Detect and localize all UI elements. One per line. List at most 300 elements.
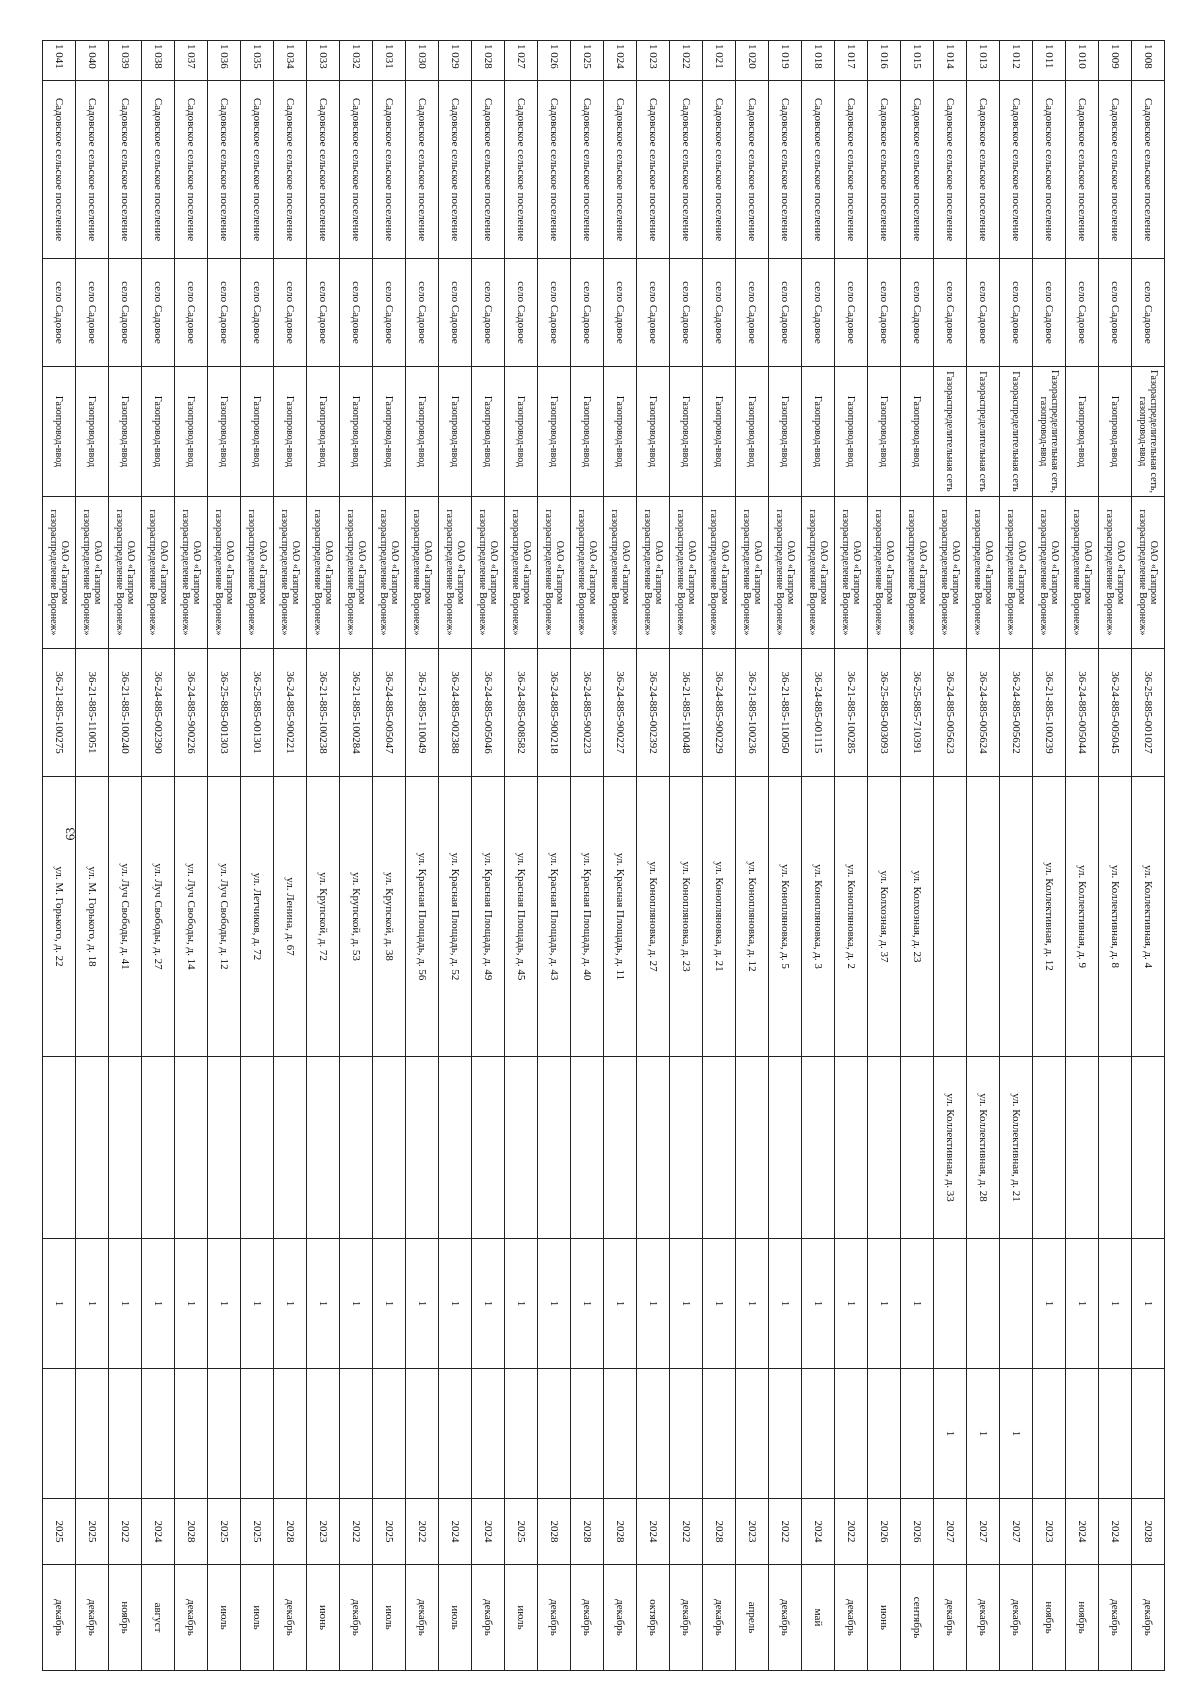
quantity-cell: 1 [868,1239,901,1369]
object-type-cell: Газопровод-ввод [769,367,802,497]
quantity-secondary-cell: 1 [934,1369,967,1499]
year-cell: 2024 [439,1499,472,1565]
settlement-cell: Садовское сельское поселение [142,81,175,259]
year-cell: 2025 [505,1499,538,1565]
object-type-cell: Газораспределительная сеть, газопровод-ввод [1132,367,1165,497]
year-cell: 2025 [373,1499,406,1565]
month-cell: декабрь [1000,1565,1033,1671]
year-cell: 2028 [274,1499,307,1565]
object-type-cell: Газопровод-ввод [736,367,769,497]
year-cell: 2023 [1033,1499,1066,1565]
address-cell: ул. Конопляновка, д. 3 [802,777,835,1057]
address-cell: ул. Конопляновка, д. 23 [670,777,703,1057]
quantity-secondary-cell [505,1369,538,1499]
owner-cell: ОАО «Газпром газораспределение Воронеж» [406,497,439,649]
quantity-secondary-cell [769,1369,802,1499]
table-row [1099,41,1132,1671]
address-secondary-cell [406,1057,439,1239]
row-number: 1 021 [703,41,736,81]
object-code-cell: 36-21-885-100236 [736,649,769,777]
object-type-cell: Газопровод-ввод [901,367,934,497]
table-row [109,41,142,1671]
table-row [538,41,571,1671]
object-code-cell: 36-24-885-001115 [802,649,835,777]
year-cell: 2024 [472,1499,505,1565]
quantity-cell: 1 [505,1239,538,1369]
owner-cell: ОАО «Газпром газораспределение Воронеж» [505,497,538,649]
address-cell: ул. М. Горького, д. 22 [43,777,76,1057]
address-cell: ул. Конопляновка, д. 27 [637,777,670,1057]
address-secondary-cell [340,1057,373,1239]
object-type-cell: Газопровод-ввод [637,367,670,497]
owner-cell: ОАО «Газпром газораспределение Воронеж» [901,497,934,649]
object-type-cell: Газопровод-ввод [604,367,637,497]
owner-cell: ОАО «Газпром газораспределение Воронеж» [604,497,637,649]
address-secondary-cell [142,1057,175,1239]
locality-cell: село Садовое [472,259,505,367]
month-cell: декабрь [967,1565,1000,1671]
object-type-cell: Газопровод-ввод [1099,367,1132,497]
row-number: 1 037 [175,41,208,81]
quantity-secondary-cell [307,1369,340,1499]
quantity-cell: 1 [109,1239,142,1369]
table-row [769,41,802,1671]
quantity-cell: 1 [802,1239,835,1369]
address-secondary-cell [637,1057,670,1239]
quantity-cell: 1 [307,1239,340,1369]
object-type-cell: Газопровод-ввод [307,367,340,497]
year-cell: 2027 [1000,1499,1033,1565]
row-number: 1 038 [142,41,175,81]
address-cell: ул. М. Горького, д. 18 [76,777,109,1057]
address-cell: ул. Коллективная, д. 4 [1132,777,1165,1057]
owner-cell: ОАО «Газпром газораспределение Воронеж» [241,497,274,649]
month-cell: декабрь [1099,1565,1132,1671]
quantity-cell: 1 [439,1239,472,1369]
object-type-cell: Газопровод-ввод [373,367,406,497]
year-cell: 2022 [835,1499,868,1565]
address-cell: ул. Луч Свободы, д. 41 [109,777,142,1057]
quantity-cell: 1 [637,1239,670,1369]
address-secondary-cell: ул. Коллективная, д. 21 [1000,1057,1033,1239]
object-code-cell: 36-24-885-005622 [1000,649,1033,777]
quantity-secondary-cell [637,1369,670,1499]
object-code-cell: 36-25-885-001301 [241,649,274,777]
table-row [142,41,175,1671]
row-number: 1 034 [274,41,307,81]
year-cell: 2026 [868,1499,901,1565]
settlement-cell: Садовское сельское поселение [736,81,769,259]
address-cell: ул. Конопляновка, д. 21 [703,777,736,1057]
settlement-cell: Садовское сельское поселение [373,81,406,259]
year-cell: 2023 [736,1499,769,1565]
row-number: 1 027 [505,41,538,81]
table-row [703,41,736,1671]
row-number: 1 016 [868,41,901,81]
object-type-cell: Газопровод-ввод [406,367,439,497]
owner-cell: ОАО «Газпром газораспределение Воронеж» [736,497,769,649]
address-cell: ул. Коллективная, д. 8 [1099,777,1132,1057]
quantity-secondary-cell: 1 [1000,1369,1033,1499]
row-number: 1 017 [835,41,868,81]
owner-cell: ОАО «Газпром газораспределение Воронеж» [769,497,802,649]
year-cell: 2025 [208,1499,241,1565]
settlement-cell: Садовское сельское поселение [637,81,670,259]
address-cell [934,777,967,1057]
object-type-cell: Газопровод-ввод [472,367,505,497]
settlement-cell: Садовское сельское поселение [43,81,76,259]
owner-cell: ОАО «Газпром газораспределение Воронеж» [43,497,76,649]
row-number: 1 015 [901,41,934,81]
year-cell: 2024 [802,1499,835,1565]
quantity-secondary-cell [439,1369,472,1499]
address-secondary-cell [76,1057,109,1239]
locality-cell: село Садовое [571,259,604,367]
table-row [802,41,835,1671]
quantity-secondary-cell [1066,1369,1099,1499]
locality-cell: село Садовое [967,259,1000,367]
settlement-cell: Садовское сельское поселение [241,81,274,259]
owner-cell: ОАО «Газпром газораспределение Воронеж» [208,497,241,649]
settlement-cell: Садовское сельское поселение [274,81,307,259]
row-number: 1 022 [670,41,703,81]
settlement-cell: Садовское сельское поселение [868,81,901,259]
month-cell: декабрь [175,1565,208,1671]
quantity-secondary-cell [43,1369,76,1499]
table-row [43,41,76,1671]
table-row [571,41,604,1671]
object-code-cell: 36-21-885-110048 [670,649,703,777]
settlement-cell: Садовское сельское поселение [1099,81,1132,259]
address-secondary-cell [604,1057,637,1239]
locality-cell: село Садовое [439,259,472,367]
owner-cell: ОАО «Газпром газораспределение Воронеж» [307,497,340,649]
month-cell: декабрь [670,1565,703,1671]
locality-cell: село Садовое [340,259,373,367]
row-number: 1 018 [802,41,835,81]
quantity-cell: 1 [1066,1239,1099,1369]
address-cell: ул. Летчиков, д. 72 [241,777,274,1057]
table-row [604,41,637,1671]
settlement-cell: Садовское сельское поселение [604,81,637,259]
row-number: 1 036 [208,41,241,81]
year-cell: 2028 [1132,1499,1165,1565]
address-secondary-cell [736,1057,769,1239]
settlement-cell: Садовское сельское поселение [406,81,439,259]
object-code-cell: 36-24-885-005044 [1066,649,1099,777]
settlement-cell: Садовское сельское поселение [934,81,967,259]
object-code-cell: 36-24-885-002388 [439,649,472,777]
table-row [901,41,934,1671]
table-row [406,41,439,1671]
address-secondary-cell [472,1057,505,1239]
address-cell: ул. Крупской, д. 72 [307,777,340,1057]
object-code-cell: 36-24-885-005045 [1099,649,1132,777]
table-row [241,41,274,1671]
object-code-cell: 36-25-885-001303 [208,649,241,777]
quantity-cell: 1 [901,1239,934,1369]
quantity-secondary-cell [109,1369,142,1499]
object-code-cell: 36-21-885-110050 [769,649,802,777]
locality-cell: село Садовое [1066,259,1099,367]
row-number: 1 029 [439,41,472,81]
owner-cell: ОАО «Газпром газораспределение Воронеж» [1132,497,1165,649]
owner-cell: ОАО «Газпром газораспределение Воронеж» [868,497,901,649]
address-cell: ул. Колхозная, д. 23 [901,777,934,1057]
object-type-cell: Газопровод-ввод [439,367,472,497]
object-type-cell: Газопровод-ввод [802,367,835,497]
object-type-cell: Газопровод-ввод [109,367,142,497]
month-cell: июнь [307,1565,340,1671]
owner-cell: ОАО «Газпром газораспределение Воронеж» [802,497,835,649]
quantity-cell: 1 [1033,1239,1066,1369]
gas-network-table [42,40,1165,1671]
quantity-secondary-cell [406,1369,439,1499]
quantity-secondary-cell [142,1369,175,1499]
row-number: 1 010 [1066,41,1099,81]
month-cell: декабрь [571,1565,604,1671]
year-cell: 2022 [109,1499,142,1565]
settlement-cell: Садовское сельское поселение [307,81,340,259]
address-secondary-cell [901,1057,934,1239]
quantity-secondary-cell [703,1369,736,1499]
page-number: 63 [62,827,78,841]
month-cell: июнь [868,1565,901,1671]
quantity-cell [967,1239,1000,1369]
address-secondary-cell [670,1057,703,1239]
year-cell: 2022 [406,1499,439,1565]
quantity-cell: 1 [604,1239,637,1369]
row-number: 1 030 [406,41,439,81]
year-cell: 2022 [670,1499,703,1565]
month-cell: август [142,1565,175,1671]
settlement-cell: Садовское сельское поселение [1000,81,1033,259]
year-cell: 2028 [703,1499,736,1565]
year-cell: 2024 [142,1499,175,1565]
address-secondary-cell [835,1057,868,1239]
owner-cell: ОАО «Газпром газораспределение Воронеж» [340,497,373,649]
year-cell: 2028 [175,1499,208,1565]
object-code-cell: 36-21-885-100239 [1033,649,1066,777]
object-type-cell: Газораспределительная сеть [967,367,1000,497]
table-row [505,41,538,1671]
owner-cell: ОАО «Газпром газораспределение Воронеж» [670,497,703,649]
table-row [274,41,307,1671]
address-secondary-cell [802,1057,835,1239]
object-code-cell: 36-24-885-900221 [274,649,307,777]
locality-cell: село Садовое [175,259,208,367]
address-secondary-cell [1033,1057,1066,1239]
locality-cell: село Садовое [1132,259,1165,367]
object-type-cell: Газораспределительная сеть [934,367,967,497]
object-type-cell: Газопровод-ввод [274,367,307,497]
address-secondary-cell [769,1057,802,1239]
row-number: 1 041 [43,41,76,81]
address-cell: ул. Крупской, д. 53 [340,777,373,1057]
object-code-cell: 36-21-885-100240 [109,649,142,777]
year-cell: 2026 [901,1499,934,1565]
table-row [439,41,472,1671]
object-code-cell: 36-21-885-100238 [307,649,340,777]
quantity-cell: 1 [373,1239,406,1369]
month-cell: декабрь [769,1565,802,1671]
month-cell: декабрь [538,1565,571,1671]
object-code-cell: 36-21-885-110049 [406,649,439,777]
object-code-cell: 36-25-885-001027 [1132,649,1165,777]
quantity-cell: 1 [1099,1239,1132,1369]
year-cell: 2022 [769,1499,802,1565]
object-code-cell: 36-24-885-005623 [934,649,967,777]
quantity-secondary-cell: 1 [967,1369,1000,1499]
month-cell: июль [208,1565,241,1671]
object-type-cell: Газопровод-ввод [241,367,274,497]
table-body [43,41,1165,1671]
month-cell: декабрь [43,1565,76,1671]
quantity-cell: 1 [241,1239,274,1369]
quantity-cell: 1 [76,1239,109,1369]
month-cell: декабрь [274,1565,307,1671]
row-number: 1 012 [1000,41,1033,81]
owner-cell: ОАО «Газпром газораспределение Воронеж» [571,497,604,649]
address-cell [967,777,1000,1057]
year-cell: 2027 [967,1499,1000,1565]
address-secondary-cell [703,1057,736,1239]
row-number: 1 019 [769,41,802,81]
settlement-cell: Садовское сельское поселение [472,81,505,259]
address-cell: ул. Красная Площадь, д. 56 [406,777,439,1057]
locality-cell: село Садовое [769,259,802,367]
month-cell: июль [373,1565,406,1671]
table-row [307,41,340,1671]
table-row [76,41,109,1671]
row-number: 1 008 [1132,41,1165,81]
table-row [175,41,208,1671]
locality-cell: село Садовое [736,259,769,367]
settlement-cell: Садовское сельское поселение [439,81,472,259]
object-type-cell: Газопровод-ввод [142,367,175,497]
address-secondary-cell [1132,1057,1165,1239]
address-secondary-cell [175,1057,208,1239]
address-secondary-cell [439,1057,472,1239]
locality-cell: село Садовое [208,259,241,367]
month-cell: ноябрь [1033,1565,1066,1671]
table-row [1000,41,1033,1671]
address-cell: ул. Красная Площадь, д. 45 [505,777,538,1057]
address-cell: ул. Луч Свободы, д. 14 [175,777,208,1057]
month-cell: июль [505,1565,538,1671]
owner-cell: ОАО «Газпром газораспределение Воронеж» [472,497,505,649]
object-type-cell: Газопровод-ввод [868,367,901,497]
object-code-cell: 36-24-885-900218 [538,649,571,777]
year-cell: 2028 [538,1499,571,1565]
address-secondary-cell [241,1057,274,1239]
object-type-cell: Газопровод-ввод [835,367,868,497]
object-code-cell: 36-21-885-100285 [835,649,868,777]
locality-cell: село Садовое [307,259,340,367]
object-code-cell: 36-25-885-710391 [901,649,934,777]
quantity-cell: 1 [1132,1239,1165,1369]
owner-cell: ОАО «Газпром газораспределение Воронеж» [175,497,208,649]
quantity-secondary-cell [1099,1369,1132,1499]
month-cell: декабрь [472,1565,505,1671]
owner-cell: ОАО «Газпром газораспределение Воронеж» [109,497,142,649]
settlement-cell: Садовское сельское поселение [967,81,1000,259]
settlement-cell: Садовское сельское поселение [835,81,868,259]
owner-cell: ОАО «Газпром газораспределение Воронеж» [142,497,175,649]
address-secondary-cell [43,1057,76,1239]
address-cell: ул. Луч Свободы, д. 12 [208,777,241,1057]
table-row [1033,41,1066,1671]
locality-cell: село Садовое [505,259,538,367]
settlement-cell: Садовское сельское поселение [670,81,703,259]
object-code-cell: 36-21-885-100275 [43,649,76,777]
address-cell [1000,777,1033,1057]
year-cell: 2023 [307,1499,340,1565]
address-secondary-cell [571,1057,604,1239]
object-type-cell: Газопровод-ввод [538,367,571,497]
address-cell: ул. Красная Площадь, д. 52 [439,777,472,1057]
owner-cell: ОАО «Газпром газораспределение Воронеж» [934,497,967,649]
row-number: 1 040 [76,41,109,81]
table-row [670,41,703,1671]
owner-cell: ОАО «Газпром газораспределение Воронеж» [274,497,307,649]
address-secondary-cell [868,1057,901,1239]
owner-cell: ОАО «Газпром газораспределение Воронеж» [703,497,736,649]
address-cell: ул. Конопляновка, д. 5 [769,777,802,1057]
quantity-secondary-cell [472,1369,505,1499]
object-type-cell: Газопровод-ввод [76,367,109,497]
settlement-cell: Садовское сельское поселение [208,81,241,259]
year-cell: 2025 [76,1499,109,1565]
quantity-cell: 1 [175,1239,208,1369]
owner-cell: ОАО «Газпром газораспределение Воронеж» [967,497,1000,649]
address-secondary-cell [307,1057,340,1239]
quantity-secondary-cell [901,1369,934,1499]
quantity-cell [934,1239,967,1369]
object-code-cell: 36-21-885-110051 [76,649,109,777]
quantity-secondary-cell [571,1369,604,1499]
settlement-cell: Садовское сельское поселение [340,81,373,259]
locality-cell: село Садовое [274,259,307,367]
address-cell: ул. Коллективная, д. 12 [1033,777,1066,1057]
object-type-cell: Газопровод-ввод [1066,367,1099,497]
locality-cell: село Садовое [604,259,637,367]
address-secondary-cell [274,1057,307,1239]
quantity-secondary-cell [274,1369,307,1499]
locality-cell: село Садовое [835,259,868,367]
object-type-cell: Газопровод-ввод [670,367,703,497]
settlement-cell: Садовское сельское поселение [703,81,736,259]
year-cell: 2024 [1099,1499,1132,1565]
object-type-cell: Газопровод-ввод [571,367,604,497]
quantity-cell: 1 [703,1239,736,1369]
locality-cell: село Садовое [802,259,835,367]
owner-cell: ОАО «Газпром газораспределение Воронеж» [76,497,109,649]
locality-cell: село Садовое [1033,259,1066,367]
settlement-cell: Садовское сельское поселение [109,81,142,259]
object-code-cell: 36-24-885-005624 [967,649,1000,777]
object-code-cell: 36-25-885-003093 [868,649,901,777]
quantity-cell: 1 [670,1239,703,1369]
table-row [340,41,373,1671]
settlement-cell: Садовское сельское поселение [1033,81,1066,259]
quantity-cell: 1 [142,1239,175,1369]
quantity-secondary-cell [835,1369,868,1499]
quantity-secondary-cell [538,1369,571,1499]
month-cell: декабрь [406,1565,439,1671]
owner-cell: ОАО «Газпром газораспределение Воронеж» [1066,497,1099,649]
object-code-cell: 36-24-885-900229 [703,649,736,777]
